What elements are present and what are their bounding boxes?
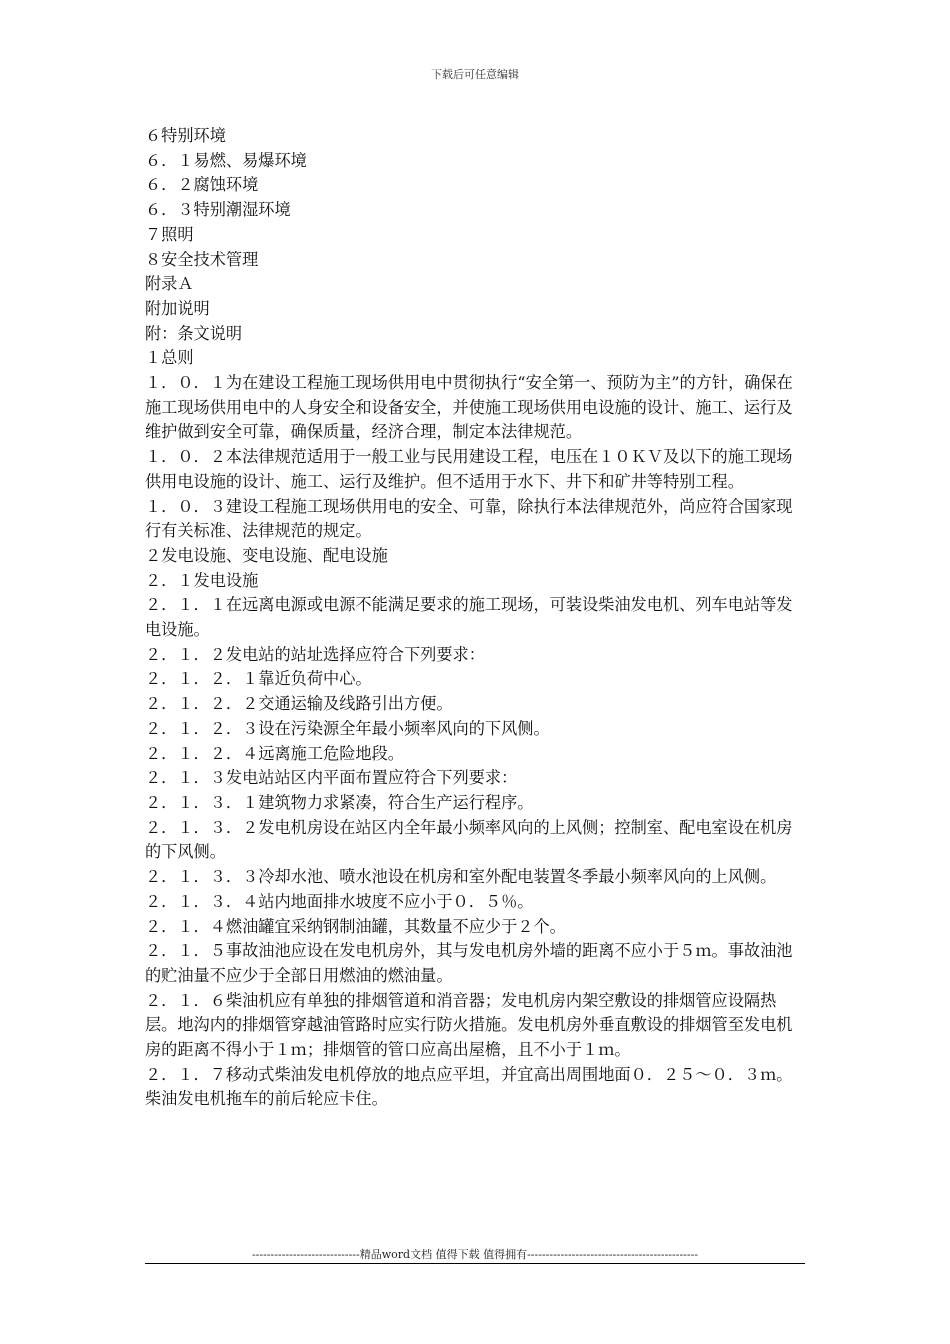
section-heading: 附：条文说明 bbox=[145, 323, 243, 343]
section-heading: ７照明 bbox=[145, 224, 194, 244]
clause-paragraph: ２．１．５事故油池应设在发电机房外，其与发电机房外墙的距离不应小于５ｍ。事故油池的贮油量不应少于全部日用燃油的燃油量。 bbox=[145, 941, 793, 985]
clause-paragraph: ２．１．１在远离电源或电源不能满足要求的施工现场，可装设柴油发电机、列车电站等发电设施。 bbox=[145, 595, 793, 640]
footer-divider bbox=[145, 1263, 805, 1264]
section-heading: 附录Ａ bbox=[145, 274, 194, 294]
document-body bbox=[145, 124, 805, 1112]
clause-paragraph: ２．１．２．１靠近负荷中心。 bbox=[145, 669, 372, 689]
clause-paragraph: ２．１．２．４远离施工危险地段。 bbox=[145, 743, 404, 763]
section-heading: ６．１易燃、易爆环境 bbox=[145, 150, 307, 170]
section-heading: ６．３特别潮湿环境 bbox=[145, 200, 291, 220]
page-footer: -----------------------------精品word文档 值得下载 值得拥有---------------------------------------------- bbox=[251, 1248, 699, 1261]
section-heading: 附加说明 bbox=[145, 298, 210, 318]
clause-paragraph: １．０．２本法律规范适用于一般工业与民用建设工程，电压在１０ＫＶ及以下的施工现场供用电设施的设计、施工、运行及维护。但不适用于水下、井下和矿井等特别工程。 bbox=[145, 447, 793, 491]
clause-paragraph: ２．１．７移动式柴油发电机停放的地点应平坦，并宜高出周围地面０．２５～０．３ｍ。柴油发电机拖车的前后轮应卡住。 bbox=[145, 1064, 793, 1109]
clause-paragraph: ２．１．３．３冷却水池、喷水池设在机房和室外配电装置冬季最小频率风向的上风侧。 bbox=[145, 867, 777, 887]
clause-paragraph: ２．１．３．２发电机房设在站区内全年最小频率风向的上风侧；控制室、配电室设在机房的下风侧。 bbox=[145, 817, 793, 862]
clause-paragraph: ２．１．２发电站的站址选择应符合下列要求： bbox=[145, 644, 485, 664]
clause-paragraph: １．０．３建设工程施工现场供用电的安全、可靠，除执行本法律规范外，尚应符合国家现行有关标准、法律规范的规定。 bbox=[145, 496, 793, 541]
clause-paragraph: ２．１．３发电站站区内平面布置应符合下列要求： bbox=[145, 768, 518, 788]
clause-paragraph: ２．１．３．１建筑物力求紧凑，符合生产运行程序。 bbox=[145, 792, 534, 812]
page-header: 下载后可任意编辑 bbox=[431, 68, 519, 81]
section-heading: ２发电设施、变电设施、配电设施 bbox=[145, 545, 388, 565]
section-heading: ６特别环境 bbox=[145, 126, 226, 145]
section-heading: ２．１发电设施 bbox=[145, 570, 259, 590]
section-heading: ６．２腐蚀环境 bbox=[145, 175, 259, 195]
clause-paragraph: ２．１．６柴油机应有单独的排烟管道和消音器；发电机房内架空敷设的排烟管应设隔热层。地沟内的排烟管穿越油管路时应实行防火措施。发电机房外垂直敷设的排烟管至发电机房的距离不得小于１ｍ；排烟管的管口应高出屋檐，且不小于１ｍ。 bbox=[145, 990, 793, 1060]
clause-paragraph: ２．１．４燃油罐宜采纳钢制油罐，其数量不应少于２个。 bbox=[145, 916, 566, 936]
clause-paragraph: １．０．１为在建设工程施工现场供用电中贯彻执行“安全第一、预防为主”的方针，确保在施工现场供用电中的人身安全和设备安全，并使施工现场供用电设施的设计、施工、运行及维护做到安全可靠，确保质量，经济合理，制定本法律规范。 bbox=[145, 373, 793, 442]
section-heading: ８安全技术管理 bbox=[145, 249, 259, 269]
section-heading: １总则 bbox=[145, 348, 194, 368]
clause-paragraph: ２．１．３．４站内地面排水坡度不应小于０．５％。 bbox=[145, 891, 534, 911]
clause-paragraph: ２．１．２．２交通运输及线路引出方便。 bbox=[145, 694, 453, 714]
clause-paragraph: ２．１．２．３设在污染源全年最小频率风向的下风侧。 bbox=[145, 718, 550, 738]
